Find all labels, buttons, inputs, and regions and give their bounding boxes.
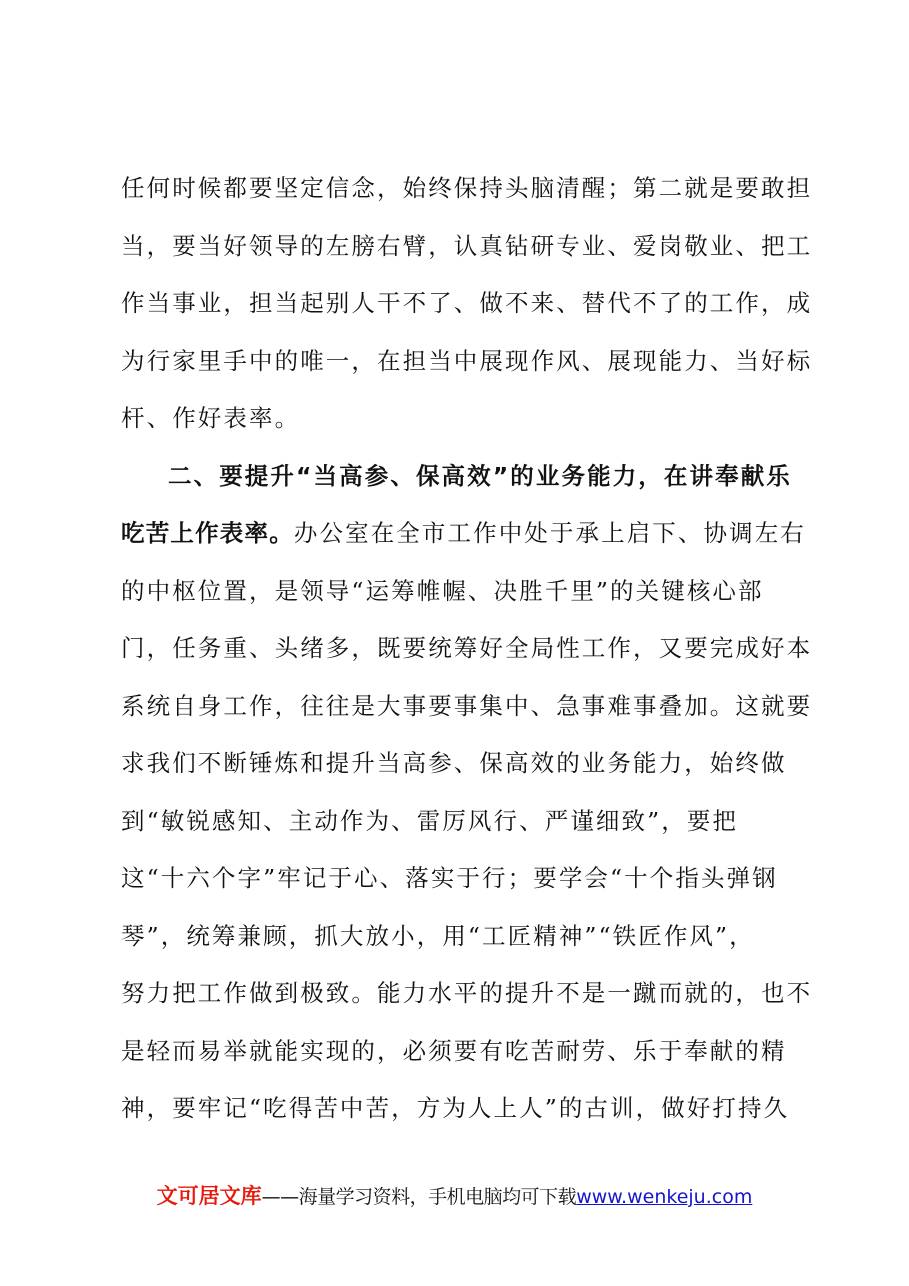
section-line: 是轻而易举就能实现的，必须要有吃苦耐劳、乐于奉献的精 [121, 1036, 787, 1065]
section-line: 到“敏锐感知、主动作为、雷厉风行、严谨细致”，要把 [121, 806, 739, 835]
body-line-1: 任何时候都要坚定信念，始终保持头脑清醒；第二就是要敢担 [121, 174, 813, 202]
body-line-2: 当，要当好领导的左膀右臂，认真钻研专业、爱岗敬业、把工 [121, 231, 813, 260]
document-body [121, 160, 813, 1138]
section-heading-line: 二、要提升“当高参、保高效”的业务能力，在讲奉献乐 [168, 461, 792, 490]
body-line-5: 杆、作好表率。 [121, 404, 301, 432]
body-line-3: 作当事业，担当起别人干不了、做不来、替代不了的工作，成 [121, 289, 813, 317]
section-line: 门，任务重、头绪多，既要统筹好全局性工作，又要完成好本 [121, 634, 813, 662]
footer-slogan: ——海量学习资料，手机电脑均可下载 [261, 1186, 577, 1208]
section-line: 琴”，统筹兼顾，抓大放小，用“工匠精神”“铁匠作风”， [121, 921, 755, 950]
section-line: 系统自身工作，往往是大事要事集中、急事难事叠加。这就要 [121, 691, 813, 720]
body-line-4: 为行家里手中的唯一，在担当中展现作风、展现能力、当好标 [121, 346, 813, 375]
footer-banner [0, 1180, 909, 1210]
section-line: 这“十六个字”牢记于心、落实于行；要学会“十个指头弹钢 [121, 864, 778, 892]
section-line-first-rest: 办公室在全市工作中处于承上启下、协调左右 [293, 519, 806, 547]
footer-url-link[interactable]: www.wenkeju.com [576, 1186, 753, 1208]
section-line: 的中枢位置，是领导“运筹帷幄、决胜千里”的关键核心部 [121, 576, 764, 605]
section-heading-end: 吃苦上作表率。 [121, 519, 294, 547]
section-line: 神，要牢记“吃得苦中苦，方为人上人”的古训，做好打持久 [121, 1094, 790, 1122]
section-line-first [121, 505, 806, 563]
section-line: 努力把工作做到极致。能力水平的提升不是一蹴而就的，也不 [121, 979, 813, 1007]
footer-brand: 文可居文库 [156, 1184, 262, 1208]
section-line: 求我们不断锤炼和提升当高参、保高效的业务能力，始终做 [121, 749, 787, 777]
